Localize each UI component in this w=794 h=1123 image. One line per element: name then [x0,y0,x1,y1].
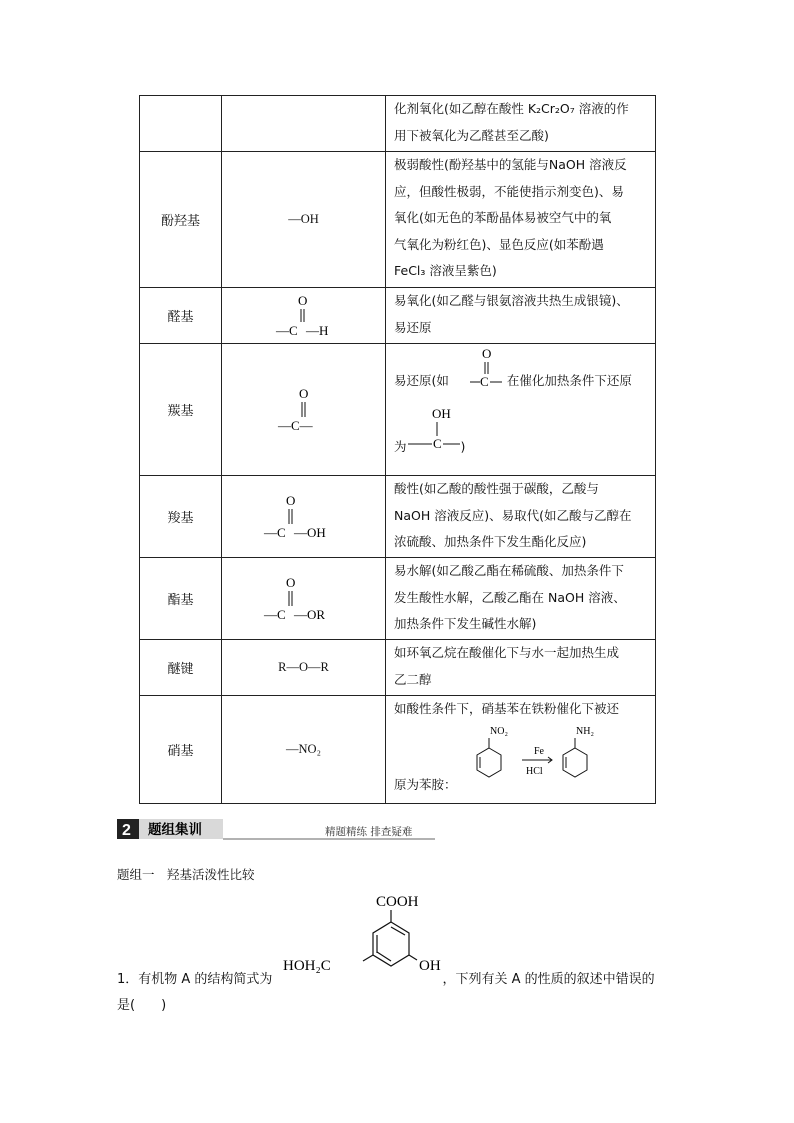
group-structure-cell [222,476,386,558]
carbonyl-group-diagram [264,384,344,436]
amino-label: NH₂ [576,726,594,737]
group-property-cell [386,696,656,804]
carboxyl-label: COOH [376,894,419,910]
property-line: 易水解(如乙酸乙酯在稀硫酸、加热条件下 [394,563,624,578]
oxygen-atom: O [297,292,307,308]
group-structure-cell [222,344,386,476]
hydroxyl-label: OH [419,958,441,974]
group-property-cell [386,640,656,696]
property-line: 易还原(如 在催化加热条件下还原 [394,373,632,388]
property-line: 氧化(如无色的苯酚晶体易被空气中的氧 [394,210,612,225]
question-line [117,965,697,995]
group-structure-cell: R—O—R [222,640,386,696]
group-title: 题组一 羟基活泼性比较 [117,867,255,882]
property-line: 酸性(如乙酸的酸性强于碳酸，乙酸与 [394,481,599,496]
question-text-post: ，下列有关 A 的性质的叙述中错误的 [442,972,655,987]
carboxyl-group-diagram [254,491,354,543]
property-line: 原为苯胺： [394,777,457,792]
nitro-label: NO₂ [490,726,508,737]
group-property-cell [386,558,656,640]
question-text-pre: 1．有机物 A 的结构简式为 [117,972,273,987]
table-row [140,558,656,640]
group-name-cell [140,96,222,152]
property-line: 如酸性条件下，硝基苯在铁粉催化下被还 [394,701,620,716]
property-line: 浓硫酸、加热条件下发生酯化反应) [394,534,587,549]
group-property-cell [386,476,656,558]
group-structure-cell [222,288,386,344]
oxygen-atom: O [285,574,295,590]
property-line: 乙二醇 [394,671,432,687]
table-row [140,476,656,558]
carbon-atom: —C [263,606,286,622]
table-row [140,96,656,152]
group-name-cell: 酯基 [140,558,222,640]
group-structure-cell [222,96,386,152]
group-property-cell [386,152,656,288]
section-header-graphic [117,819,435,843]
oxygen-atom: O [285,492,295,508]
property-line: NaOH 溶液反应)、易取代(如乙酸与乙醇在 [394,507,632,523]
group-property-cell [386,344,656,476]
alkoxy-atom: —OR [293,606,325,622]
table-row [140,152,656,288]
group-name-cell: 硝基 [140,696,222,804]
ester-group-diagram [254,573,354,625]
property-line: 如环氧乙烷在酸催化下与水一起加热生成 [394,645,620,660]
hydroxyl-atom: —OH [293,524,326,540]
property-line: 应，但酸性极弱，不能使指示剂变色)、易 [394,183,624,199]
nitrobenzene-reduction-scheme [472,722,642,802]
table-row [140,640,656,696]
property-line: 为 ) [394,439,466,454]
property-line: 易还原 [394,319,432,335]
question-1 [117,965,697,1021]
aniline-ring [563,726,594,777]
oxygen-atom: O [298,385,308,401]
hydroxymethyl-label: HOH₂C [283,958,331,974]
table-row [140,344,656,476]
group-name-cell: 酚羟基 [140,152,222,288]
benzene-ring [373,922,409,966]
group-name-cell: 醚键 [140,640,222,696]
reagent-bottom: HCl [526,766,543,777]
property-line: 气氧化为粉红色)、显色反应(如苯酚遇 [394,236,604,252]
group-structure-cell [222,558,386,640]
group-structure-cell: —OH [222,152,386,288]
group-name-cell: 羰基 [140,344,222,476]
property-line: 易氧化(如乙醛与银氨溶液共热生成银镜)、 [394,293,629,308]
table-row [140,288,656,344]
aldehyde-group-diagram [264,291,344,341]
section-title: 题组集训 [148,822,202,838]
section-number: 2 [122,822,131,839]
carbon-atom: —C— [277,417,313,433]
table-row [140,696,656,804]
svg-text:C: C [433,436,442,451]
group-property-cell [386,288,656,344]
group-structure-cell: —NO₂ [222,696,386,804]
nitrobenzene-ring [477,726,508,777]
hydrogen-atom: —H [305,322,328,338]
property-line: 发生酸性水解，乙酸乙酯在 NaOH 溶液、 [394,589,626,605]
section-header [117,819,435,843]
section-subtitle: 精题精练 排查疑难 [325,826,413,838]
property-line: 化剂氧化(如乙醇在酸性 K₂Cr₂O₇ 溶液的作 [394,101,629,116]
svg-text:C: C [480,374,489,389]
group-name-cell: 羧基 [140,476,222,558]
property-line: FeCl₃ 溶液呈紫色) [394,263,497,278]
reagent-top: Fe [534,746,544,757]
svg-text:OH: OH [432,406,451,421]
group-name-cell: 醛基 [140,288,222,344]
property-line: 极弱酸性(酚羟基中的氢能与NaOH 溶液反 [394,157,627,172]
carbon-atom: —C [275,322,298,338]
svg-text:O: O [482,346,492,361]
question-line: 是( ) [117,998,167,1013]
property-line: 用下被氧化为乙醛甚至乙酸) [394,127,549,143]
carbon-atom: —C [263,524,286,540]
group-property-cell [386,96,656,152]
functional-group-table [139,95,656,804]
property-line: 加热条件下发生碱性水解) [394,616,537,631]
